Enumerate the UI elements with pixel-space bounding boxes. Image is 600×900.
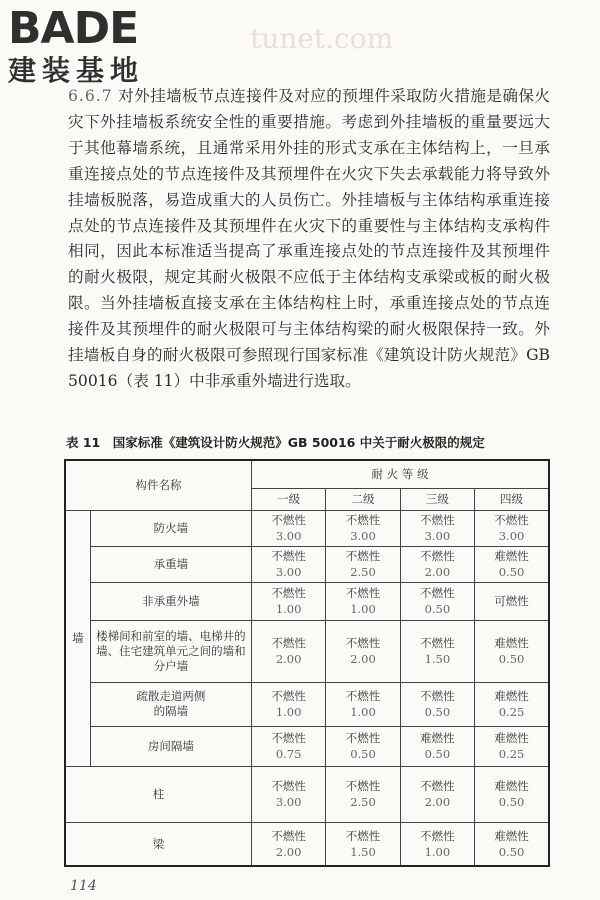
cell-hours: 2.50 bbox=[350, 795, 376, 809]
logo bbox=[8, 3, 145, 88]
fire-resistance-table bbox=[64, 459, 550, 867]
row-name: 梁 bbox=[65, 822, 251, 866]
cell bbox=[326, 682, 400, 726]
logo-wordmark: BADE bbox=[8, 3, 139, 54]
cell-hours: 3.00 bbox=[424, 529, 451, 543]
cell-hours: 1.00 bbox=[424, 844, 451, 859]
cell-hours: 2.00 bbox=[424, 795, 451, 809]
cell bbox=[326, 546, 400, 582]
cell-hours: 0.50 bbox=[498, 844, 525, 859]
cell-hours: 0.25 bbox=[498, 705, 525, 719]
cell bbox=[400, 620, 474, 682]
table-row bbox=[65, 822, 549, 866]
cell bbox=[251, 620, 325, 682]
cell-material: 不燃性 bbox=[271, 586, 306, 600]
row-name: 防火墙 bbox=[90, 510, 251, 546]
cell bbox=[475, 510, 549, 546]
cell-material: 不燃性 bbox=[271, 689, 306, 703]
watermark: tunet.com bbox=[250, 22, 394, 55]
table-caption: 表 11 国家标准《建筑设计防火规范》GB 50016 中关于耐火极限的规定 bbox=[66, 435, 485, 450]
page-number: 114 bbox=[70, 878, 97, 894]
cell bbox=[326, 822, 400, 866]
cell-hours: 2.00 bbox=[275, 652, 302, 666]
table-row bbox=[65, 726, 549, 766]
cell-hours: 1.50 bbox=[350, 844, 376, 859]
table-row bbox=[65, 582, 549, 620]
cell-hours: 1.00 bbox=[350, 602, 376, 616]
cell-material: 难燃性 bbox=[494, 828, 529, 843]
cell-material: 不燃性 bbox=[271, 513, 306, 527]
cell-hours: 3.00 bbox=[275, 565, 302, 579]
cell bbox=[251, 510, 325, 546]
cell-material: 难燃性 bbox=[494, 731, 529, 745]
cell-material: 不燃性 bbox=[345, 513, 381, 527]
header-level-2: 二级 bbox=[326, 488, 400, 510]
cell-hours: 1.00 bbox=[275, 705, 302, 719]
cell-material: 不燃性 bbox=[345, 731, 381, 745]
cell-hours: 0.50 bbox=[424, 705, 451, 719]
cell bbox=[475, 726, 549, 766]
cell bbox=[400, 682, 474, 726]
row-name: 柱 bbox=[65, 766, 251, 822]
header-grade: 耐 火 等 级 bbox=[251, 460, 549, 488]
cell-hours: 2.00 bbox=[424, 565, 451, 579]
logo-subtitle: 建装基地 bbox=[8, 54, 145, 87]
cell bbox=[251, 682, 325, 726]
table-row bbox=[65, 510, 549, 546]
cell-hours: 0.50 bbox=[424, 602, 451, 616]
cell bbox=[400, 822, 474, 866]
header-level-4: 四级 bbox=[475, 488, 549, 510]
cell bbox=[251, 546, 325, 582]
cell bbox=[326, 620, 400, 682]
cell bbox=[475, 546, 549, 582]
header-level-1: 一级 bbox=[251, 488, 325, 510]
cell-material: 难燃性 bbox=[494, 636, 529, 650]
cell-hours: 0.50 bbox=[350, 747, 376, 761]
cell-material: 不燃性 bbox=[345, 779, 381, 793]
table-row bbox=[65, 766, 549, 822]
table-row bbox=[65, 620, 549, 682]
cell-material: 不燃性 bbox=[420, 513, 455, 527]
cell-material: 不燃性 bbox=[420, 636, 455, 650]
cell-material: 不燃性 bbox=[494, 513, 529, 527]
cell-hours: 3.00 bbox=[350, 529, 376, 543]
cell bbox=[326, 582, 400, 620]
cell-hours: 1.00 bbox=[275, 602, 302, 616]
cell bbox=[251, 766, 325, 822]
cell-material: 不燃性 bbox=[420, 586, 455, 600]
row-name: 房间隔墙 bbox=[90, 726, 251, 766]
cell-hours: 2.00 bbox=[275, 844, 302, 859]
cell-hours: 0.50 bbox=[498, 565, 525, 579]
cell bbox=[326, 726, 400, 766]
cell bbox=[400, 582, 474, 620]
cell-material: 不燃性 bbox=[271, 549, 306, 563]
cell-material: 不燃性 bbox=[345, 586, 381, 600]
cell-hours: 0.25 bbox=[498, 747, 525, 761]
cell-hours: 2.00 bbox=[350, 652, 376, 666]
cell bbox=[475, 682, 549, 726]
table-row bbox=[65, 546, 549, 582]
cell-material: 可燃性 bbox=[494, 594, 529, 608]
cell-material: 不燃性 bbox=[420, 549, 455, 563]
cell-material: 不燃性 bbox=[420, 779, 455, 793]
cell-material: 不燃性 bbox=[345, 828, 381, 843]
cell-hours: 3.00 bbox=[498, 529, 525, 543]
cell bbox=[475, 822, 549, 866]
cell-material: 难燃性 bbox=[420, 731, 455, 745]
cell-material: 不燃性 bbox=[271, 779, 306, 793]
cell-material: 难燃性 bbox=[494, 779, 529, 793]
header-component: 构件名称 bbox=[65, 460, 251, 510]
cell-hours: 0.50 bbox=[498, 652, 525, 666]
cell bbox=[400, 766, 474, 822]
cell-material: 不燃性 bbox=[420, 689, 455, 703]
cell-hours: 0.50 bbox=[424, 747, 451, 761]
cell bbox=[251, 582, 325, 620]
cell bbox=[475, 582, 549, 620]
cell-material: 不燃性 bbox=[345, 689, 381, 703]
cell bbox=[400, 726, 474, 766]
row-name: 疏散走道两侧的隔墙 bbox=[90, 682, 251, 726]
row-name: 楼梯间和前室的墙、电梯井的墙、住宅建筑单元之间的墙和分户墙 bbox=[90, 620, 251, 682]
body-paragraph bbox=[68, 84, 550, 395]
cell-hours: 0.50 bbox=[498, 795, 525, 809]
cell bbox=[475, 620, 549, 682]
cell-hours: 3.00 bbox=[275, 795, 302, 809]
cell-material: 不燃性 bbox=[345, 636, 381, 650]
cell-hours: 3.00 bbox=[275, 529, 302, 543]
cell-hours: 1.50 bbox=[424, 652, 451, 666]
cell-material: 不燃性 bbox=[345, 549, 381, 563]
row-name: 承重墙 bbox=[90, 546, 251, 582]
row-name: 非承重外墙 bbox=[90, 582, 251, 620]
cell-material: 难燃性 bbox=[494, 689, 529, 703]
cell bbox=[400, 546, 474, 582]
cell-hours: 1.00 bbox=[350, 705, 376, 719]
clause-text: 对外挂墙板节点连接件及对应的预埋件采取防火措施是确保火灾下外挂墙板系统安全性的重要措施。考虑到外挂墙板的重量要远大于其他幕墙系统，且通常采用外挂的形式支承在主体结构上，一旦承重连接点处的节点连接件及其预埋件在火灾下失去承载能力将导致外挂墙板脱落，易造成重大的人员伤亡。外挂墙板与主体结构承重连接点处的节点连接件及其预埋件在火灾下的重要性与主体结构支承构件相同，因此本标准适当提高了承重连接点处的节点连接件及其预埋件的耐火极限，规定其耐火极限不应低于主体结构支承梁或板的耐火极限。当外挂墙板直接支承在主体结构柱上时，承重连接点处的节点连接件及其预埋件的耐火极限可与主体结构梁的耐火极限保持一致。外挂墙板自身的耐火极限可参照现行国家标准《建筑设计防火规范》GB 50016（表 11）中非承重外墙进行选取。 bbox=[68, 87, 550, 390]
cell-material: 不燃性 bbox=[271, 731, 306, 745]
cell-hours: 0.75 bbox=[275, 747, 302, 761]
header-level-3: 三级 bbox=[400, 488, 474, 510]
cell bbox=[400, 510, 474, 546]
wall-label: 墙 bbox=[65, 510, 90, 766]
cell-material: 难燃性 bbox=[494, 549, 529, 563]
cell bbox=[475, 766, 549, 822]
cell bbox=[326, 510, 400, 546]
cell-hours: 2.50 bbox=[350, 565, 376, 579]
table-row bbox=[65, 682, 549, 726]
cell bbox=[251, 822, 325, 866]
cell bbox=[326, 766, 400, 822]
cell-material: 不燃性 bbox=[420, 828, 455, 843]
cell-material: 不燃性 bbox=[271, 636, 306, 650]
clause-number: 6.6.7 bbox=[68, 87, 113, 105]
cell bbox=[251, 726, 325, 766]
cell-material: 不燃性 bbox=[271, 828, 306, 843]
